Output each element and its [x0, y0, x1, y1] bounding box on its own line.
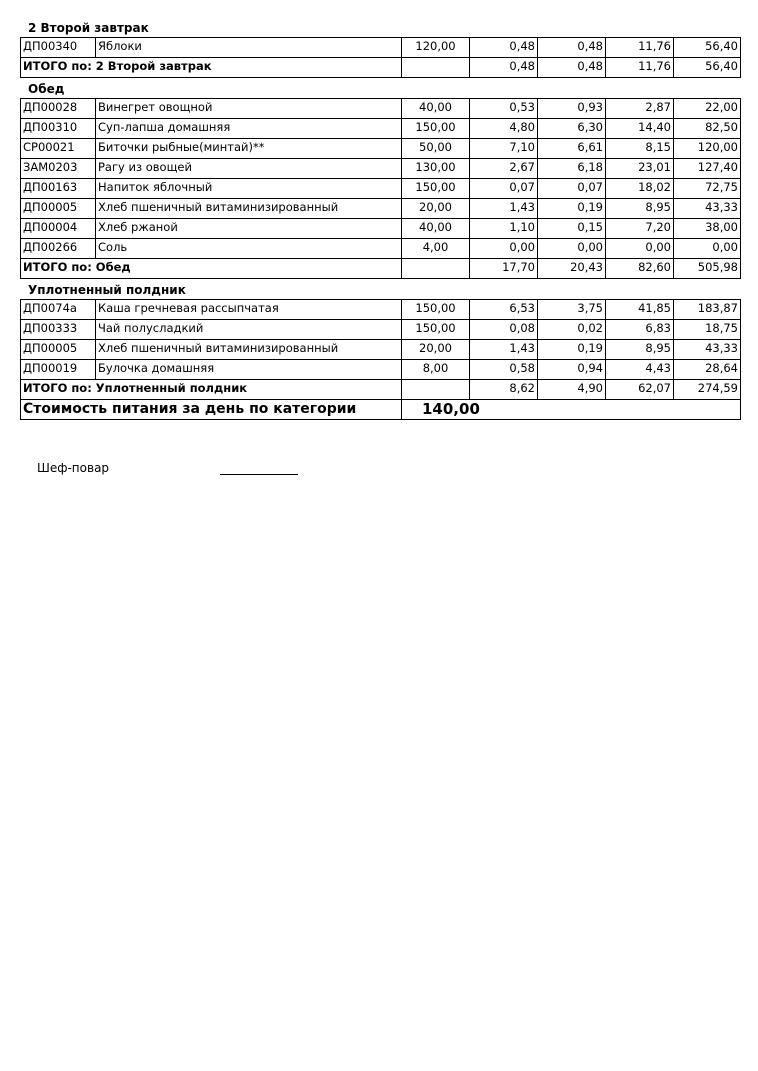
dish-proteins: 2,67 — [470, 159, 538, 179]
dish-calories: 56,40 — [674, 38, 741, 58]
section-title: Уплотненный полдник — [28, 283, 186, 297]
total-carbs: 11,76 — [606, 58, 674, 78]
dish-code: ДП00005 — [21, 340, 96, 360]
dish-code: ДП00310 — [21, 119, 96, 139]
table-row — [21, 360, 741, 380]
dish-proteins: 1,43 — [470, 340, 538, 360]
dish-proteins: 0,58 — [470, 360, 538, 380]
dish-name: Яблоки — [96, 38, 402, 58]
section-table — [20, 37, 741, 78]
dish-fats: 0,07 — [538, 179, 606, 199]
dish-calories: 82,50 — [674, 119, 741, 139]
dish-calories: 72,75 — [674, 179, 741, 199]
dish-fats: 6,18 — [538, 159, 606, 179]
table-row — [21, 219, 741, 239]
dish-calories: 22,00 — [674, 99, 741, 119]
table-row — [21, 199, 741, 219]
section-table — [20, 98, 741, 279]
dish-quantity: 150,00 — [402, 179, 470, 199]
dish-name: Напиток яблочный — [96, 179, 402, 199]
section-title: Обед — [28, 82, 65, 96]
section-title: 2 Второй завтрак — [28, 21, 149, 35]
dish-proteins: 0,07 — [470, 179, 538, 199]
dish-calories: 183,87 — [674, 300, 741, 320]
dish-calories: 120,00 — [674, 139, 741, 159]
total-fats: 20,43 — [538, 259, 606, 279]
dish-quantity: 40,00 — [402, 99, 470, 119]
dish-quantity: 150,00 — [402, 320, 470, 340]
dish-fats: 3,75 — [538, 300, 606, 320]
dish-quantity: 150,00 — [402, 119, 470, 139]
table-row — [21, 99, 741, 119]
dish-code: ДП0074а — [21, 300, 96, 320]
dish-code: ДП00019 — [21, 360, 96, 380]
dish-quantity: 4,00 — [402, 239, 470, 259]
total-proteins: 17,70 — [470, 259, 538, 279]
dish-proteins: 0,53 — [470, 99, 538, 119]
dish-carbs: 6,83 — [606, 320, 674, 340]
dish-fats: 0,00 — [538, 239, 606, 259]
dish-carbs: 8,95 — [606, 340, 674, 360]
section-total-row — [21, 380, 741, 400]
dish-calories: 38,00 — [674, 219, 741, 239]
dish-carbs: 18,02 — [606, 179, 674, 199]
total-label: ИТОГО по: 2 Второй завтрак — [21, 58, 402, 78]
total-quantity — [402, 380, 470, 400]
dish-quantity: 40,00 — [402, 219, 470, 239]
dish-code: ДП00163 — [21, 179, 96, 199]
dish-carbs: 8,95 — [606, 199, 674, 219]
dish-carbs: 23,01 — [606, 159, 674, 179]
dish-name: Суп-лапша домашняя — [96, 119, 402, 139]
dish-calories: 18,75 — [674, 320, 741, 340]
dish-fats: 6,61 — [538, 139, 606, 159]
table-row — [21, 159, 741, 179]
dish-carbs: 0,00 — [606, 239, 674, 259]
dish-code: ДП00028 — [21, 99, 96, 119]
dish-fats: 0,93 — [538, 99, 606, 119]
dish-name: Чай полусладкий — [96, 320, 402, 340]
total-quantity — [402, 259, 470, 279]
dish-proteins: 0,48 — [470, 38, 538, 58]
table-row — [21, 179, 741, 199]
dish-proteins: 7,10 — [470, 139, 538, 159]
dish-calories: 127,40 — [674, 159, 741, 179]
signature-label: Шеф-повар — [37, 461, 110, 475]
dish-carbs: 11,76 — [606, 38, 674, 58]
dish-code: СР00021 — [21, 139, 96, 159]
dish-name: Булочка домашняя — [96, 360, 402, 380]
total-calories: 505,98 — [674, 259, 741, 279]
dish-carbs: 2,87 — [606, 99, 674, 119]
dish-calories: 43,33 — [674, 340, 741, 360]
dish-calories: 0,00 — [674, 239, 741, 259]
dish-fats: 0,48 — [538, 38, 606, 58]
dish-proteins: 0,00 — [470, 239, 538, 259]
table-row — [21, 239, 741, 259]
dish-fats: 0,94 — [538, 360, 606, 380]
dish-fats: 0,02 — [538, 320, 606, 340]
dish-name: Соль — [96, 239, 402, 259]
dish-code: ЗАМ0203 — [21, 159, 96, 179]
dish-fats: 0,19 — [538, 340, 606, 360]
dish-name: Хлеб ржаной — [96, 219, 402, 239]
total-calories: 56,40 — [674, 58, 741, 78]
dish-name: Рагу из овощей — [96, 159, 402, 179]
dish-name: Биточки рыбные(минтай)** — [96, 139, 402, 159]
dish-carbs: 4,43 — [606, 360, 674, 380]
total-proteins: 8,62 — [470, 380, 538, 400]
table-row — [21, 38, 741, 58]
table-row — [21, 300, 741, 320]
dish-carbs: 7,20 — [606, 219, 674, 239]
section-total-row — [21, 58, 741, 78]
dish-code: ДП00333 — [21, 320, 96, 340]
table-row — [21, 340, 741, 360]
dish-proteins: 6,53 — [470, 300, 538, 320]
dish-carbs: 14,40 — [606, 119, 674, 139]
dish-code: ДП00340 — [21, 38, 96, 58]
total-calories: 274,59 — [674, 380, 741, 400]
section-total-row — [21, 259, 741, 279]
dish-name: Винегрет овощной — [96, 99, 402, 119]
daily-cost-value: 140,00 — [402, 400, 741, 420]
total-quantity — [402, 58, 470, 78]
total-fats: 0,48 — [538, 58, 606, 78]
total-proteins: 0,48 — [470, 58, 538, 78]
dish-quantity: 50,00 — [402, 139, 470, 159]
dish-code: ДП00005 — [21, 199, 96, 219]
signature-line — [220, 474, 298, 475]
dish-quantity: 8,00 — [402, 360, 470, 380]
dish-calories: 43,33 — [674, 199, 741, 219]
dish-quantity: 130,00 — [402, 159, 470, 179]
total-label: ИТОГО по: Уплотненный полдник — [21, 380, 402, 400]
dish-carbs: 8,15 — [606, 139, 674, 159]
section-table — [20, 299, 741, 420]
table-row — [21, 139, 741, 159]
total-fats: 4,90 — [538, 380, 606, 400]
total-label: ИТОГО по: Обед — [21, 259, 402, 279]
dish-code: ДП00266 — [21, 239, 96, 259]
dish-fats: 6,30 — [538, 119, 606, 139]
total-carbs: 62,07 — [606, 380, 674, 400]
dish-quantity: 120,00 — [402, 38, 470, 58]
dish-proteins: 1,10 — [470, 219, 538, 239]
dish-name: Каша гречневая рассыпчатая — [96, 300, 402, 320]
dish-fats: 0,19 — [538, 199, 606, 219]
dish-quantity: 20,00 — [402, 199, 470, 219]
dish-calories: 28,64 — [674, 360, 741, 380]
dish-proteins: 1,43 — [470, 199, 538, 219]
dish-carbs: 41,85 — [606, 300, 674, 320]
dish-fats: 0,15 — [538, 219, 606, 239]
dish-name: Хлеб пшеничный витаминизированный — [96, 199, 402, 219]
dish-quantity: 150,00 — [402, 300, 470, 320]
dish-proteins: 4,80 — [470, 119, 538, 139]
total-carbs: 82,60 — [606, 259, 674, 279]
dish-code: ДП00004 — [21, 219, 96, 239]
dish-proteins: 0,08 — [470, 320, 538, 340]
table-row — [21, 119, 741, 139]
daily-cost-row — [21, 400, 741, 420]
dish-quantity: 20,00 — [402, 340, 470, 360]
table-row — [21, 320, 741, 340]
dish-name: Хлеб пшеничный витаминизированный — [96, 340, 402, 360]
menu-document — [20, 17, 741, 420]
daily-cost-label: Стоимость питания за день по категории — [21, 400, 402, 420]
